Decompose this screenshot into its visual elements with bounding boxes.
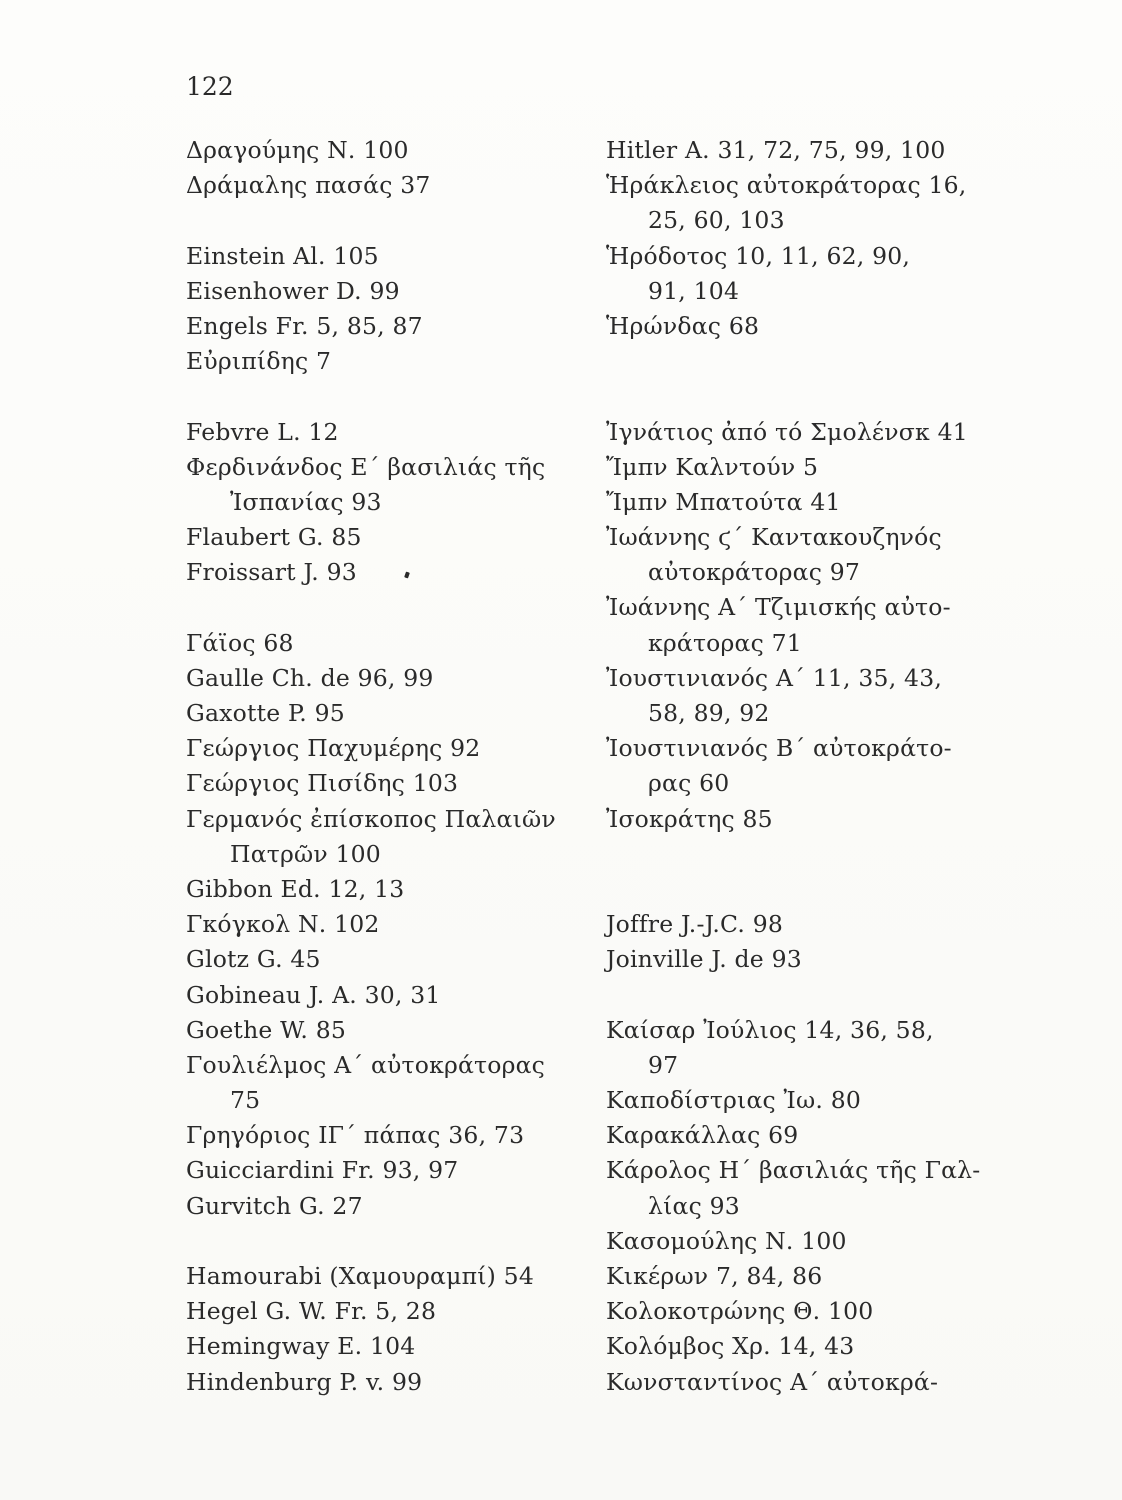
- index-entry: Gobineau J. A. 30, 31: [186, 980, 441, 1009]
- index-entry: Hegel G. W. Fr. 5, 28: [186, 1297, 437, 1326]
- index-entry: Κολοκοτρώνης Θ. 100: [606, 1297, 874, 1326]
- index-entry-continuation: 58, 89, 92: [648, 699, 770, 727]
- index-entry: Guicciardini Fr. 93, 97: [186, 1156, 459, 1185]
- index-entry: Ἰσοκράτης 85: [606, 804, 773, 833]
- index-entry-continuation: αὐτοκράτορας 97: [648, 558, 861, 587]
- index-entry: Γεώργιος Πισίδης 103: [186, 769, 459, 798]
- index-entry: Glotz G. 45: [186, 945, 321, 974]
- entry-gap: [606, 872, 956, 907]
- index-entry: Ἡρόδοτος 10, 11, 62, 90,: [606, 241, 911, 270]
- index-entry: Engels Fr. 5, 85, 87: [186, 311, 423, 340]
- index-entry: Gaxotte P. 95: [186, 699, 345, 727]
- index-entry: Δράμαλης πασάς 37: [186, 171, 431, 200]
- index-entry: Gurvitch G. 27: [186, 1191, 363, 1220]
- index-entry: Ἰουστινιανός Α΄ 11, 35, 43,: [606, 663, 943, 692]
- index-entry: Gibbon Ed. 12, 13: [186, 874, 405, 903]
- index-entry-continuation: λίας 93: [648, 1191, 740, 1220]
- index-entry: Febvre L. 12: [186, 417, 339, 446]
- index-entry: Hitler A. 31, 72, 75, 99, 100: [606, 136, 946, 164]
- index-entry-continuation: 25, 60, 103: [648, 206, 785, 235]
- index-entry: Gaulle Ch. de 96, 99: [186, 663, 434, 692]
- entry-gap: [606, 379, 956, 414]
- index-entry: Καίσαρ Ἰούλιος 14, 36, 58,: [606, 1015, 934, 1044]
- index-entry: Γερμανός ἐπίσκοπος Παλαιῶν: [186, 804, 556, 833]
- index-entry: Δραγούμης Ν. 100: [186, 136, 409, 164]
- index-entry-continuation: 91, 104: [648, 276, 740, 305]
- index-entry-continuation: Ἰσπανίας 93: [230, 487, 382, 516]
- entry-gap: [606, 837, 956, 872]
- index-column-right: [606, 133, 981, 1400]
- index-entry: Καρακάλλας 69: [606, 1121, 799, 1150]
- index-entry: Γάϊος 68: [186, 628, 294, 657]
- index-entry: Froissart J. 93: [186, 558, 357, 587]
- index-entry-continuation: Πατρῶν 100: [230, 839, 381, 868]
- entry-gap: [606, 344, 956, 379]
- index-entry: Καποδίστριας Ἰω. 80: [606, 1086, 862, 1115]
- index-entry: Γρηγόριος ΙΓ΄ πάπας 36, 73: [186, 1121, 525, 1150]
- index-column-left: [186, 133, 556, 1400]
- page-number: 122: [186, 72, 234, 101]
- index-entry: Joinville J. de 93: [606, 945, 802, 974]
- index-entry: Einstein Al. 105: [186, 241, 379, 270]
- entry-gap: [186, 203, 556, 238]
- index-entry: Γεώργιος Παχυμέρης 92: [186, 734, 481, 763]
- entry-gap: [186, 1224, 556, 1259]
- index-entry: Hamourabi (Χαμουραμπί) 54: [186, 1262, 534, 1290]
- index-entry: Κάρολος Η΄ βασιλιάς τῆς Γαλ-: [606, 1156, 981, 1185]
- index-entry: Eisenhower D. 99: [186, 276, 400, 305]
- index-entry: Ἰωάννης Α΄ Τζιμισκής αὐτο-: [606, 593, 951, 622]
- entry-gap: [186, 379, 556, 414]
- index-entry: Γουλιέλμος Α΄ αὐτοκράτορας: [186, 1050, 546, 1079]
- index-entry: Flaubert G. 85: [186, 523, 362, 552]
- index-entry: Goethe W. 85: [186, 1015, 347, 1044]
- index-entry-continuation: ρας 60: [648, 769, 730, 798]
- index-entry-continuation: κράτορας 71: [648, 628, 802, 657]
- index-entry-continuation: 97: [648, 1050, 679, 1079]
- index-entry: Ἰωάννης ϛ΄ Καντακουζηνός: [606, 523, 942, 552]
- index-entry: Φερδινάνδος Ε΄ βασιλιάς τῆς: [186, 452, 546, 481]
- index-entry: Γκόγκολ Ν. 102: [186, 910, 380, 939]
- index-entry: Ἡρώνδας 68: [606, 311, 760, 340]
- index-entry: Ἰγνάτιος ἀπό τό Σμολένσκ 41: [606, 417, 968, 446]
- entry-gap: [186, 590, 556, 625]
- index-entry: Κικέρων 7, 84, 86: [606, 1262, 823, 1290]
- index-entry: Hemingway E. 104: [186, 1332, 416, 1361]
- index-entry: Ἴμπν Καλντούν 5: [606, 452, 819, 481]
- index-entry: Ἰουστινιανός Β΄ αὐτοκράτο-: [606, 734, 952, 763]
- index-entry: Κωνσταντίνος Α΄ αὐτοκρά-: [606, 1367, 939, 1396]
- index-entry-continuation: 75: [230, 1086, 261, 1115]
- index-entry: Joffre J.-J.C. 98: [606, 910, 784, 939]
- index-entry: Hindenburg P. v. 99: [186, 1367, 423, 1396]
- index-entry: Κασομούλης Ν. 100: [606, 1226, 847, 1255]
- index-entry: Ἴμπν Μπατούτα 41: [606, 487, 841, 516]
- index-entry: Κολόμβος Χρ. 14, 43: [606, 1332, 855, 1361]
- entry-gap: [606, 978, 956, 1013]
- index-entry: Ἡράκλειος αὐτοκράτορας 16,: [606, 171, 967, 200]
- index-entry: Εὐριπίδης 7: [186, 347, 332, 376]
